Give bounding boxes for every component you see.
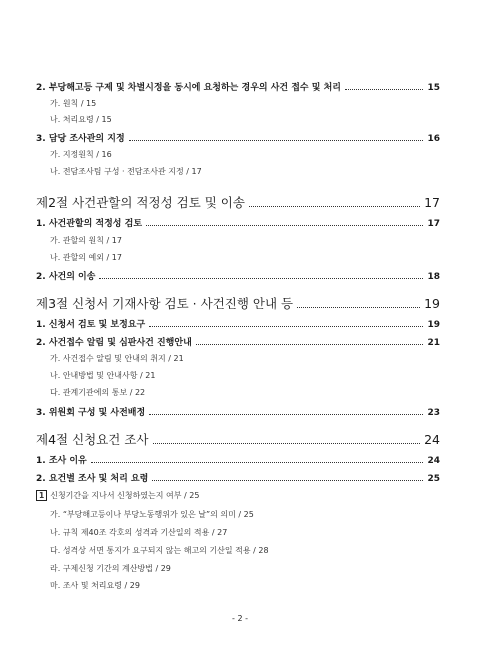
toc-subsection-boxed[interactable] bbox=[36, 490, 426, 501]
toc-subitem[interactable] bbox=[50, 149, 440, 160]
toc-entry-title: 다. 성격상 서면 통지가 요구되지 않는 해고의 기산일 적용 / 28 bbox=[50, 546, 269, 555]
toc-entry-text: 신청기간을 지나서 신청하였는지 여부 / 25 bbox=[50, 491, 200, 500]
dot-leader bbox=[196, 344, 424, 345]
number-box-icon: 1 bbox=[36, 490, 47, 501]
toc-entry-title: 2. 사건의 이송 bbox=[36, 272, 96, 282]
toc-subitem[interactable] bbox=[50, 563, 440, 574]
toc-subitem[interactable] bbox=[50, 114, 440, 125]
toc-subitem[interactable] bbox=[50, 252, 440, 263]
toc-section[interactable] bbox=[36, 317, 440, 330]
toc-subitem[interactable] bbox=[50, 509, 440, 520]
toc-subitem[interactable] bbox=[50, 166, 440, 177]
toc-entry-title: 2. 부당해고등 구제 및 차별시정을 동시에 요청하는 경우의 사건 접수 및 처리 bbox=[36, 83, 341, 93]
dot-leader bbox=[149, 326, 423, 327]
dot-leader bbox=[149, 414, 423, 415]
dot-leader bbox=[345, 89, 423, 90]
toc-entry-title bbox=[36, 490, 199, 501]
toc-chapter-4[interactable] bbox=[36, 430, 440, 448]
dot-leader bbox=[91, 462, 424, 463]
toc-page-number: 21 bbox=[427, 338, 440, 348]
toc-entry-title: 2. 요건별 조사 및 처리 요령 bbox=[36, 474, 149, 484]
toc-page-number: 25 bbox=[427, 474, 440, 484]
toc-chapter-title: 제4절 신청요건 조사 bbox=[36, 432, 149, 447]
dot-leader bbox=[152, 480, 423, 481]
toc-subitem[interactable] bbox=[50, 580, 440, 591]
toc-entry-title: 마. 조사 및 처리요령 / 29 bbox=[50, 581, 140, 590]
toc-entry-title: 가. “부당해고등이나 부당노동행위가 있은 날”의 의미 / 25 bbox=[50, 510, 254, 519]
toc-entry-title: 가. 관할의 원칙 / 17 bbox=[50, 236, 122, 245]
dot-leader bbox=[297, 307, 420, 308]
toc-entry-title: 3. 위원회 구성 및 사전배정 bbox=[36, 408, 146, 418]
toc-subitem[interactable] bbox=[50, 387, 440, 398]
toc-page-number: 15 bbox=[427, 83, 440, 93]
toc-entry-title: 다. 관계기관에의 통보 / 22 bbox=[50, 388, 146, 397]
toc-section-2-concurrent-requests[interactable] bbox=[36, 80, 440, 93]
toc-entry-title: 가. 원칙 / 15 bbox=[50, 99, 97, 108]
toc-section[interactable] bbox=[36, 269, 440, 282]
toc-subitem[interactable] bbox=[50, 98, 440, 109]
toc-subitem[interactable] bbox=[50, 527, 440, 538]
toc-entry-title: 가. 지정원칙 / 16 bbox=[50, 150, 112, 159]
toc-entry-title: 나. 처리요령 / 15 bbox=[50, 115, 112, 124]
toc-page-number: 17 bbox=[427, 219, 440, 229]
toc-page-number: 16 bbox=[427, 134, 440, 144]
toc-entry-title: 나. 관할의 예외 / 17 bbox=[50, 253, 122, 262]
toc-entry-title: 2. 사건접수 알림 및 심판사건 진행안내 bbox=[36, 338, 192, 348]
toc-subitem[interactable] bbox=[50, 235, 440, 246]
toc-subitem[interactable] bbox=[50, 545, 440, 556]
toc-subitem[interactable] bbox=[50, 353, 440, 364]
toc-section[interactable] bbox=[36, 405, 440, 418]
toc-entry-title: 나. 전담조사팀 구성 · 전담조사관 지정 / 17 bbox=[50, 167, 202, 176]
toc-page-number: 18 bbox=[427, 272, 440, 282]
dot-leader bbox=[146, 225, 423, 226]
toc-page-number: 24 bbox=[427, 456, 440, 466]
toc-chapter-2[interactable] bbox=[36, 193, 440, 211]
toc-page-number: 19 bbox=[427, 320, 440, 330]
toc-section[interactable] bbox=[36, 216, 440, 229]
toc-page-number: 17 bbox=[424, 195, 440, 210]
toc-subitem[interactable] bbox=[50, 370, 440, 381]
toc-entry-title: 1. 조사 이유 bbox=[36, 456, 87, 466]
toc-page-number: 23 bbox=[427, 408, 440, 418]
toc-section[interactable] bbox=[36, 471, 440, 484]
toc-page-number: 19 bbox=[424, 296, 440, 311]
toc-entry-title: 3. 담당 조사관의 지정 bbox=[36, 134, 125, 144]
toc-entry-title: 가. 사건접수 알림 및 안내의 취지 / 21 bbox=[50, 354, 184, 363]
toc-entry-title: 라. 구제신청 기간의 계산방법 / 29 bbox=[50, 564, 171, 573]
toc-chapter-title: 제2절 사건관할의 적정성 검토 및 이송 bbox=[36, 195, 245, 210]
toc-chapter-3[interactable] bbox=[36, 294, 440, 312]
toc-section-3-investigator[interactable] bbox=[36, 131, 440, 144]
toc-entry-title: 1. 신청서 검토 및 보정요구 bbox=[36, 320, 146, 330]
dot-leader bbox=[249, 206, 420, 207]
toc-section[interactable] bbox=[36, 453, 440, 466]
page-footer-number: - 2 - bbox=[232, 614, 248, 623]
toc-section[interactable] bbox=[36, 335, 440, 348]
dot-leader bbox=[153, 443, 421, 444]
dot-leader bbox=[99, 278, 423, 279]
dot-leader bbox=[129, 140, 424, 141]
toc-page-number: 24 bbox=[424, 432, 440, 447]
toc-entry-title: 1. 사건관할의 적정성 검토 bbox=[36, 219, 143, 229]
toc-chapter-title: 제3절 신청서 기재사항 검토 · 사건진행 안내 등 bbox=[36, 296, 294, 311]
toc-entry-title: 나. 안내방법 및 안내사항 / 21 bbox=[50, 371, 156, 380]
toc-entry-title: 나. 규칙 제40조 각호의 성격과 기산일의 적용 / 27 bbox=[50, 528, 228, 537]
